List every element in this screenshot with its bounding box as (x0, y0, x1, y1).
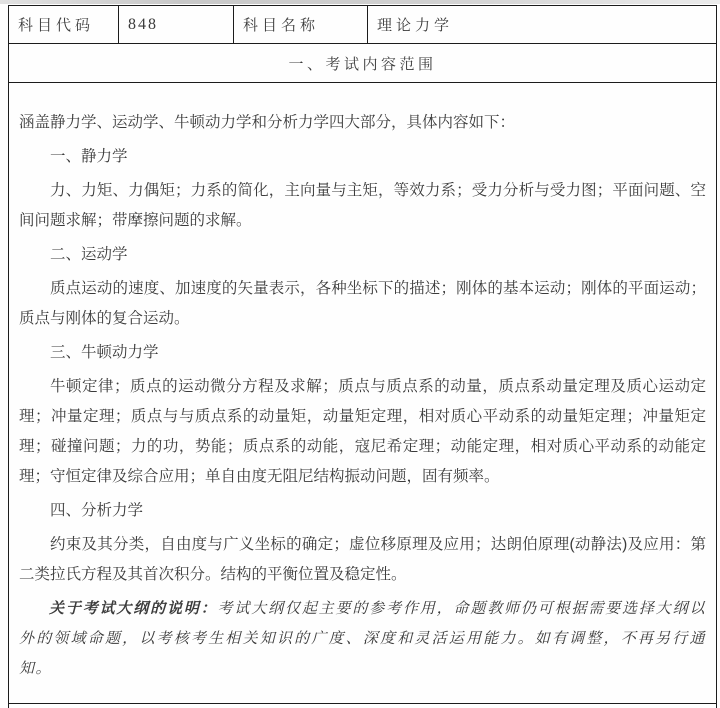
section-title-row (9, 44, 717, 83)
section-text-newtonian-dynamics: 牛顿定律；质点的运动微分方程及求解；质点与质点系的动量，质点系动量定理及质心运动定理；冲量定理；质点与与质点系的动量矩，动量矩定理，相对质心平动系的动量矩定理；冲量矩定理；碰撞问题；力的功，势能；质点系的动能，寇尼希定理；动能定理，相对质心平动系的动能定理；守恒定律及综合应用；单自由度无阻尼结构振动问题，固有频率。 (19, 378, 706, 485)
exam-outline-note-label: 关于考试大纲的说明： (49, 601, 218, 617)
subject-code-label-cell: 科目代码 (9, 6, 119, 44)
section-heading-newtonian-dynamics: 三、牛顿动力学 (50, 344, 159, 361)
section-title: 一、考试内容范围 (9, 44, 717, 83)
section-heading-analytical-mechanics: 四、分析力学 (50, 502, 144, 519)
content-cell (9, 83, 717, 704)
cutoff-row (9, 704, 717, 708)
header-row (9, 6, 717, 44)
section-heading-statics: 一、静力学 (50, 148, 128, 165)
section-heading-kinematics: 二、运动学 (50, 246, 128, 263)
subject-code-value-cell: 848 (119, 6, 234, 44)
exam-outline-note-text: 考试大纲仅起主要的参考作用，命题教师仍可根据需要选择大纲以外的领域命题，以考核考生相关知识的广度、深度和灵活运用能力。如有调整，不再另行通知。 (19, 601, 706, 677)
scan-artifact-strip (0, 0, 720, 4)
exam-outline-note (19, 594, 706, 684)
content-row (9, 83, 717, 704)
section-text-kinematics: 质点运动的速度、加速度的矢量表示，各种坐标下的描述；刚体的基本运动；刚体的平面运动；质点与刚体的复合运动。 (19, 280, 706, 327)
subject-name-value-cell: 理论力学 (368, 6, 717, 44)
cutoff-cell (9, 704, 717, 708)
intro-paragraph: 涵盖静力学、运动学、牛顿动力学和分析力学四大部分，具体内容如下： (19, 114, 516, 131)
subject-name-label-cell: 科目名称 (234, 6, 368, 44)
section-text-statics: 力、力矩、力偶矩；力系的简化，主向量与主矩，等效力系；受力分析与受力图；平面问题、空间问题求解；带摩擦问题的求解。 (19, 182, 706, 229)
exam-syllabus-table (8, 5, 717, 708)
section-text-analytical-mechanics: 约束及其分类，自由度与广义坐标的确定；虚位移原理及应用；达朗伯原理(动静法)及应用：第二类拉氏方程及其首次积分。结构的平衡位置及稳定性。 (19, 536, 706, 583)
